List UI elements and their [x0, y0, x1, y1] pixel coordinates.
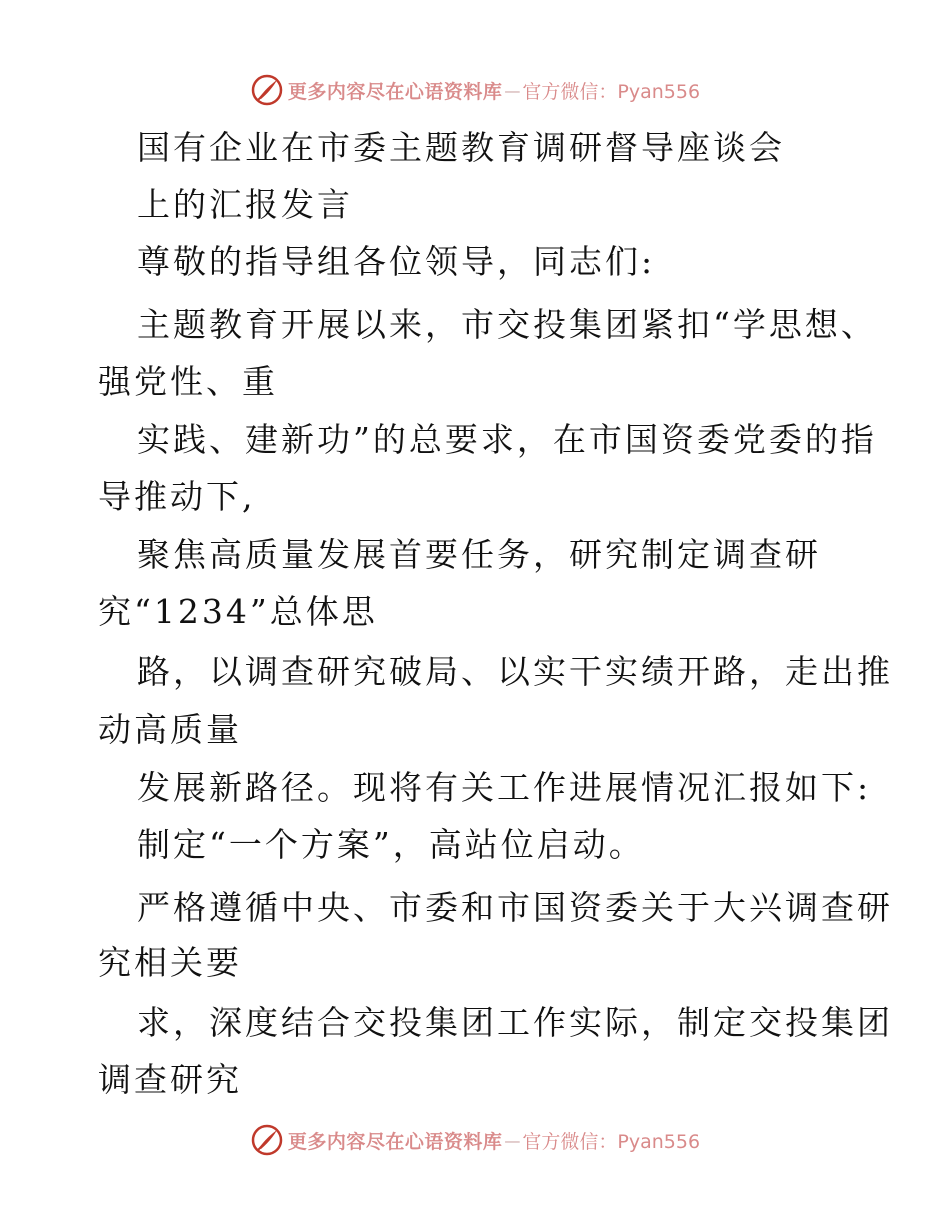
body-line: 制定“一个方案”，高站位启动。 — [137, 825, 645, 864]
body-line: 调查研究 — [98, 1060, 242, 1099]
body-line: 强党性、重 — [98, 362, 278, 401]
body-line: 发展新路径。现将有关工作进展情况汇报如下: — [137, 768, 872, 807]
watermark-wechat-text: 官方微信：Pyan556 — [522, 80, 701, 103]
watermark-main-text: 更多内容尽在心语资料库 — [287, 80, 503, 103]
watermark-separator: — — [504, 80, 521, 100]
watermark-wechat-text: 官方微信：Pyan556 — [522, 1130, 701, 1153]
footer-watermark — [0, 1120, 950, 1160]
feather-logo-icon — [250, 1123, 284, 1157]
body-line: 尊敬的指导组各位领导，同志们: — [137, 242, 656, 281]
body-line: 严格遵循中央、市委和市国资委关于大兴调查研 — [137, 888, 893, 927]
body-line: 导推动下, — [98, 477, 256, 516]
body-line: 主题教育开展以来，市交投集团紧扣“学思想、 — [137, 305, 877, 344]
body-line: 国有企业在市委主题教育调研督导座谈会 — [137, 128, 785, 167]
body-line: 上的汇报发言 — [137, 185, 353, 224]
watermark-main-text: 更多内容尽在心语资料库 — [287, 1130, 503, 1153]
watermark-separator: — — [504, 1130, 521, 1150]
body-line: 究“1234”总体思 — [98, 592, 378, 631]
body-line: 求，深度结合交投集团工作实际，制定交投集团 — [137, 1003, 893, 1042]
body-line: 实践、建新功”的总要求，在市国资委党委的指 — [137, 420, 877, 459]
body-line: 聚焦高质量发展首要任务，研究制定调查研 — [137, 535, 821, 574]
header-watermark — [0, 70, 950, 110]
body-line: 路，以调查研究破局、以实干实绩开路，走出推 — [137, 652, 893, 691]
body-line: 究相关要 — [98, 943, 242, 982]
body-line: 动高质量 — [98, 710, 242, 749]
feather-logo-icon — [250, 73, 284, 107]
